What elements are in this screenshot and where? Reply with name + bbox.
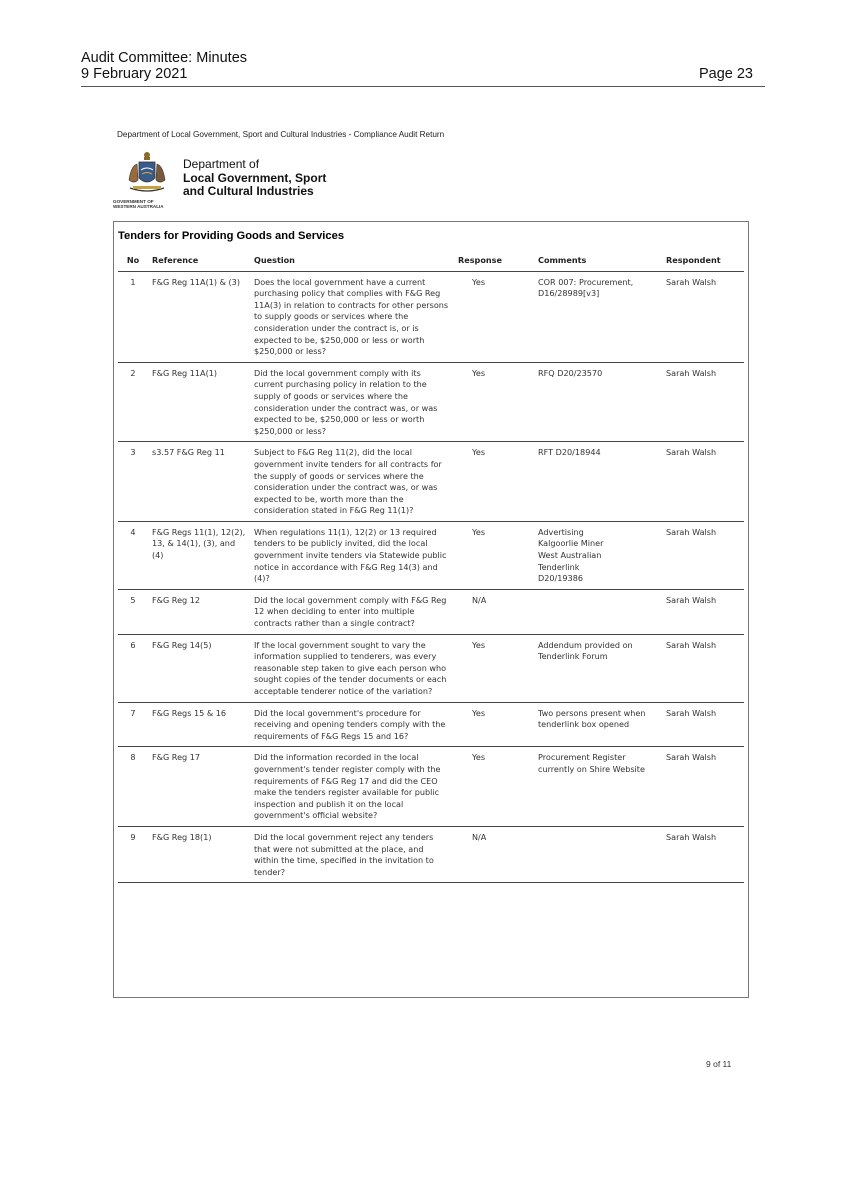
row-question: Did the local government's procedure for receiving and opening tenders comply with the requirements of F&G Regs 15 and 16? [250, 702, 454, 747]
comment-line: COR 007: Procurement, D16/28989[v3] [538, 276, 634, 299]
logo-caption: GOVERNMENT OF WESTERN AUSTRALIA [113, 199, 164, 209]
column-header-comments: Comments [534, 252, 662, 271]
row-question: If the local government sought to vary the information supplied to tenderers, was every reasonable step taken to give each person who sought copies of the tender documents or each acceptable tenderer notice of the variation? [250, 634, 454, 702]
row-number: 7 [118, 702, 148, 747]
row-reference: F&G Reg 17 [148, 747, 250, 827]
row-number: 3 [118, 442, 148, 522]
row-response: Yes [454, 521, 534, 589]
header-divider [81, 86, 765, 87]
row-reference: F&G Regs 11(1), 12(2), 13, & 14(1), (3), and (4) [148, 521, 250, 589]
row-response: Yes [454, 702, 534, 747]
compliance-section [113, 221, 749, 998]
row-respondent: Sarah Walsh [662, 589, 744, 634]
row-reference: F&G Reg 11A(1) & (3) [148, 271, 250, 362]
row-number: 2 [118, 362, 148, 442]
row-reference: F&G Reg 18(1) [148, 826, 250, 882]
table-row [118, 634, 744, 702]
row-reference: F&G Reg 14(5) [148, 634, 250, 702]
row-response: Yes [454, 634, 534, 702]
table-row [118, 271, 744, 362]
row-respondent: Sarah Walsh [662, 442, 744, 522]
row-response: Yes [454, 747, 534, 827]
table-row [118, 826, 744, 882]
row-respondent: Sarah Walsh [662, 521, 744, 589]
row-comments [534, 271, 662, 362]
row-question: When regulations 11(1), 12(2) or 13 required tenders to be publicly invited, did the local government invite tenders via Statewide public notice in accordance with F&G Reg 14(3) and (4)? [250, 521, 454, 589]
row-comments [534, 521, 662, 589]
header-page-number: Page 23 [698, 66, 753, 82]
row-number: 8 [118, 747, 148, 827]
row-response: Yes [454, 271, 534, 362]
document-subtitle: Department of Local Government, Sport and Cultural Industries - Compliance Audit Return [117, 130, 445, 139]
comment-line: D20/19386 [538, 573, 584, 584]
row-respondent: Sarah Walsh [662, 826, 744, 882]
row-respondent: Sarah Walsh [662, 747, 744, 827]
row-respondent: Sarah Walsh [662, 702, 744, 747]
comment-line: RFT D20/18944 [538, 447, 601, 458]
row-response: Yes [454, 442, 534, 522]
row-reference: F&G Reg 11A(1) [148, 362, 250, 442]
column-header-respondent: Respondent [662, 252, 744, 271]
row-comments [534, 442, 662, 522]
column-header-question: Question [250, 252, 454, 271]
compliance-table [118, 252, 744, 883]
row-number: 6 [118, 634, 148, 702]
row-number: 5 [118, 589, 148, 634]
row-response: N/A [454, 826, 534, 882]
row-comments [534, 362, 662, 442]
header-date: 9 February 2021 [81, 66, 188, 82]
row-respondent: Sarah Walsh [662, 634, 744, 702]
department-name: Department of Local Government, Sport and Cultural Industries [183, 157, 327, 198]
row-number: 4 [118, 521, 148, 589]
comment-line: Tenderlink [538, 561, 580, 572]
comment-line: Procurement Register currently on Shire Website [538, 752, 645, 774]
comment-line: RFQ D20/23570 [538, 367, 603, 378]
row-respondent: Sarah Walsh [662, 362, 744, 442]
row-question: Subject to F&G Reg 11(2), did the local government invite tenders for all contracts for the supply of goods or services where the consideration under the contract was, or was expected to be, worth more than the consideration stated in F&G Reg 11(1)? [250, 442, 454, 522]
row-question: Does the local government have a current purchasing policy that complies with F&G Reg 11A(3) in relation to contracts for other persons to supply goods or services where the consideration under the contract is, or is expected to be, $250,000 or less or worth $250,000 or less? [250, 271, 454, 362]
footer-page-count: 9 of 11 [706, 1059, 732, 1069]
comment-line: Kalgoorlie Miner [538, 538, 604, 549]
row-question: Did the local government comply with F&G Reg 12 when deciding to enter into multiple contracts rather than a single contract? [250, 589, 454, 634]
table-row [118, 362, 744, 442]
row-question: Did the information recorded in the local government's tender register comply with the requirements of F&G Reg 17 and did the CEO make the tenders register available for public inspection and publish it on the local government's official website? [250, 747, 454, 827]
column-header-no: No [118, 252, 148, 271]
comment-line: Two persons present when tenderlink box opened [538, 707, 646, 730]
section-title: Tenders for Providing Goods and Services [118, 230, 345, 242]
row-respondent: Sarah Walsh [662, 271, 744, 362]
comment-line: Addendum provided on Tenderlink Forum [538, 639, 633, 662]
row-question: Did the local government reject any tenders that were not submitted at the place, and within the time, specified in the invitation to tender? [250, 826, 454, 882]
row-number: 9 [118, 826, 148, 882]
row-reference: s3.57 F&G Reg 11 [148, 442, 250, 522]
row-comments [534, 634, 662, 702]
header-title: Audit Committee: Minutes [81, 50, 248, 66]
coat-of-arms-icon [125, 150, 169, 198]
row-response: Yes [454, 362, 534, 442]
column-header-response: Response [454, 252, 534, 271]
row-reference: F&G Regs 15 & 16 [148, 702, 250, 747]
row-comments [534, 747, 662, 827]
row-question: Did the local government comply with its current purchasing policy in relation to the supply of goods or services where the consideration under the contract was, or was expected to be, $250,000 or less or worth $250,000 or less? [250, 362, 454, 442]
row-response: N/A [454, 589, 534, 634]
table-row [118, 521, 744, 589]
column-header-reference: Reference [148, 252, 250, 271]
row-comments [534, 589, 662, 634]
comment-line: West Australian [538, 550, 602, 561]
table-row [118, 589, 744, 634]
row-reference: F&G Reg 12 [148, 589, 250, 634]
row-comments [534, 702, 662, 747]
page-header [81, 50, 765, 82]
department-logo [113, 150, 343, 220]
table-row [118, 442, 744, 522]
comment-line: Advertising [538, 526, 584, 537]
table-row [118, 747, 744, 827]
row-number: 1 [118, 271, 148, 362]
row-comments [534, 826, 662, 882]
table-header-row [118, 252, 744, 271]
table-row [118, 702, 744, 747]
